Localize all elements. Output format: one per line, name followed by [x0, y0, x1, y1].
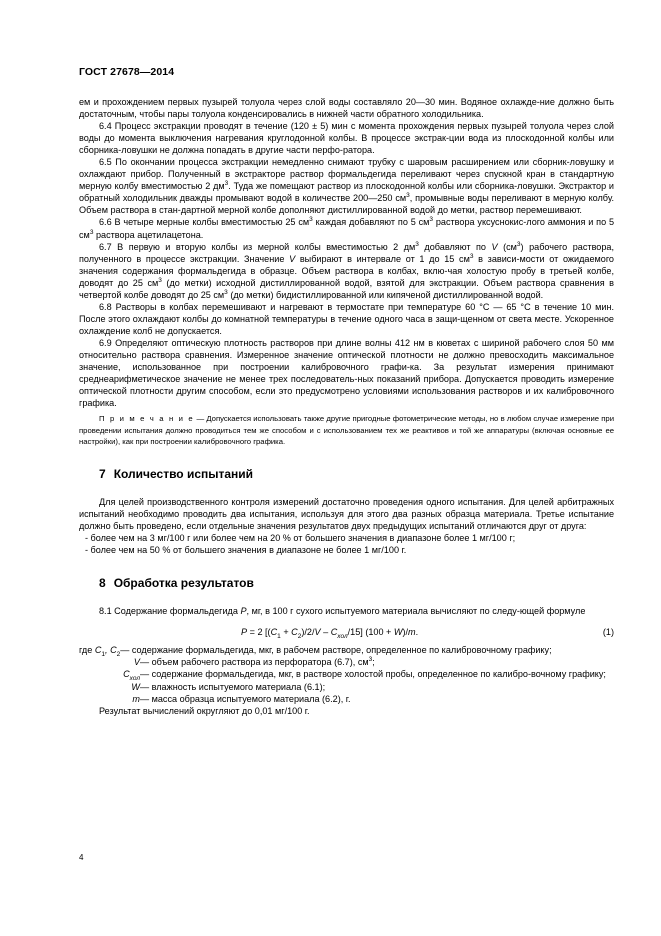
section-8-heading: 8 Обработка результатов — [99, 576, 254, 591]
formula-1 — [79, 626, 614, 641]
definition-w: W — влажность испытуемого материала (6.1); — [131, 681, 326, 692]
paragraph-6-8: 6.8 Растворы в колбах перемешивают и нагревают в термостате при температуре 60 °С — 65 °С в течение 10 мин. После этого охлаждают колбы до комнатной температуры в течение одного часа в защи-щенном от света месте. Ускоренное охлаждение колб не допускается. — [79, 301, 614, 336]
result-rounding: Результат вычислений округляют до 0,01 мг/100 г. — [99, 705, 310, 716]
paragraph-6-6: 6.6 В четыре мерные колбы вместимостью 25 $см^3$ каждая добавляют по 5 $см^3$ раствора уксуснокис-лого аммония и по 5 $см^3$ раствора ацетилацетона. — [79, 216, 615, 240]
document-header: ГОСТ 27678—2014 — [79, 66, 175, 78]
note-label: П р и м е ч а н и е — [99, 414, 195, 424]
list-item: - более чем на 3 мг/100 г или более чем на 20 % от большего значения в диапазоне более 1 мг/100 г; — [85, 533, 516, 544]
formula-expression: P = 2 $[(C_1 + C_2)/2/V - C_{хол}/15] (100 + W)/m$. — [241, 627, 419, 641]
formula-number: (1) — [602, 627, 614, 638]
paragraph-6-9: 6.9 Определяют оптическую плотность растворов при длине волны 412 нм в кюветах с шириной рабочего слоя 50 мм относительно раствора сравнения. Измеренное значение оптической плотности не должно превосходить максимальное значение, использованное при построении калибровочного графи-ка. За результат измерения принимают среднеарифметическое значение не менее трех последователь-ных показаний прибора. Допускается проводить измерение оптической плотности другим способом, если это предусмотрено условиями использования растворов и их калибровочного графика. — [79, 337, 614, 409]
definition-m: m — масса образца испытуемого материала (6.2), г. — [132, 693, 351, 704]
definition-v: V — объем рабочего раствора из перфоратора (6.7), $см^3$; — [133, 656, 375, 668]
document-page — [79, 66, 614, 717]
definition-c1-c2: где $C_1$, $C_2$ — содержание формальдегида, мкг, в рабочем растворе, определенное по калибровочному графику; — [79, 645, 552, 659]
definition-c-hol: $C_{хол}$ — содержание формальдегида, мкг, в растворе холостой пробы, определенное по калибро-вочному графику; — [123, 669, 606, 683]
section-7-text: Для целей производственного контроля измерений достаточно проведения одного испытания. Для целей арбитражных испытаний необходимо проводить два испытания, используя для этого два разных образца материала. Третье испытание должно быть проведено, если отдельные значения результатов двух предыдущих испытаний отличаются друг от друга: — [79, 497, 614, 532]
paragraph-6-4: 6.4 Процесс экстракции проводят в течение (120 ± 5) мин с момента прохождения первых пузырей толуола через слой воды до момента выключения нагревания круглодонной колбы. В процессе экстрак-ции вода из плоскодонной колбы или сборника-ловушки не должна попадать в другие части перфо-ратора. — [79, 121, 614, 156]
list-item: - более чем на 50 % от большего значения в диапазоне не более 1 мг/100 г. — [85, 545, 407, 556]
section-7-heading: 7 Количество испытаний — [99, 467, 254, 482]
page-number: 4 — [79, 853, 84, 862]
note-text: — Допускается использовать также другие пригодные фотометрические методы, но в любом случае измерение при проведении испытания должно проводиться тем же способом и с использованием тех же реактивов и той же аппаратуры (включая основные ее настройки), как при построении калибровочного графика. — [79, 414, 614, 446]
paragraph-6-5: 6.5 По окончании процесса экстракции немедленно снимают трубку с шаровым расширением или сборник-ловушку и охлаждают прибор. Полученный в экстракторе раствор формальдегида переливают через спускной кран в стандартную мерную колбу вместимостью 2 $дм^3$. Туда же помещают раствор из плоскодонной колбы или сборника-ловушки. Экстрактор и обратный холодильник дважды промывают водой в количестве 200—250 $см^3$, промывные воды переливают в мерную колбу. Объем раствора в стан-дартной мерной колбе дополняют дистиллированной водой до метки, раствор перемешивают. — [79, 157, 614, 216]
paragraph-6-7: 6.7 В первую и вторую колбы из мерной колбы вместимостью 2 $дм^3$ добавляют по V $(см^3)$ рабочего раствора, полученного в процессе экстракции. Значение V выбирают в интервале от 1 до 15 $см^3$ в зависи-мости от ожидаемого значения содержания формальдегида в образце. Объем раствора в колбах, вклю-чая холостую пробу в третьей колбе, доводят до 25 $см^3$ (до метки) исходной дистиллированной водой, взятой для экстракции. Объем раствора сравнения в четвертой колбе доводят до 25 $см^3$ (до метки) бидистиллированной или кипяченой дистиллированной водой. — [79, 240, 615, 300]
note — [79, 413, 614, 447]
section-8-intro: 8.1 Содержание формальдегида P, мг, в 100 г сухого испытуемого материала вычисляют по следу-ющей формуле — [99, 606, 586, 617]
paragraph-continuation: ем и прохождением первых пузырей толуола через слой воды составляло 20—30 мин. Водяное охлажде-ние должно быть достаточным, чтобы пары толуола конденсировались в нижней части обратного холодильника. — [79, 97, 614, 120]
